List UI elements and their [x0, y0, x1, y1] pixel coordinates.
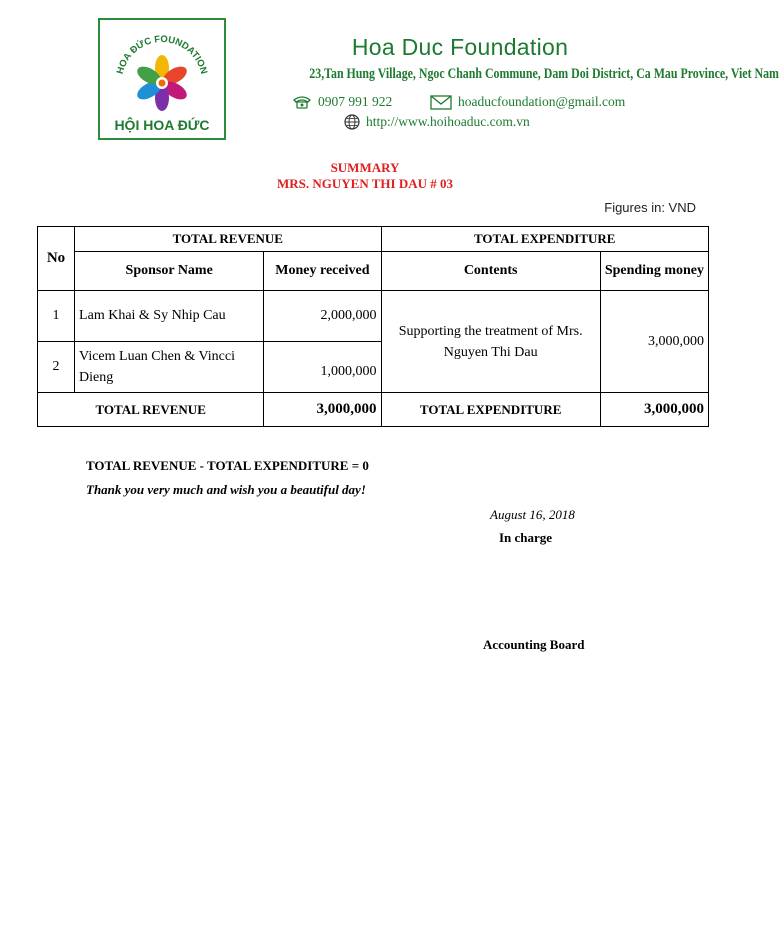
- phone-icon: [292, 95, 312, 109]
- envelope-icon: [430, 95, 452, 110]
- money-received: 2,000,000: [264, 291, 381, 342]
- header-contents: Contents: [381, 252, 600, 291]
- sponsor-name: Lam Khai & Sy Nhip Cau: [75, 291, 264, 342]
- header-total-revenue: TOTAL REVENUE: [75, 227, 381, 252]
- flower-icon: [134, 55, 189, 111]
- row-number: 1: [38, 291, 75, 342]
- accounting-board-label: Accounting Board: [483, 637, 585, 652]
- expenditure-contents: Supporting the treatment of Mrs. Nguyen Thi Dau: [381, 291, 600, 393]
- in-charge-label: In charge: [499, 530, 553, 545]
- total-revenue-label: TOTAL REVENUE: [38, 393, 264, 427]
- header-money-received: Money received: [264, 252, 381, 291]
- phone-contact: [292, 94, 392, 110]
- org-address: 23,Tan Hung Village, Ngoc Chanh Commune, Dam Doi District, Ca Mau Province, Viet Nam: [309, 66, 779, 82]
- header-total-expenditure: TOTAL EXPENDITURE: [381, 227, 709, 252]
- phone-number: 0907 991 922: [318, 94, 393, 109]
- totals-row: [38, 393, 709, 427]
- title-recipient: MRS. NGUYEN THI DAU # 03: [277, 176, 453, 191]
- letterhead: [0, 0, 779, 150]
- total-revenue-value: 3,000,000: [264, 393, 381, 427]
- org-name: Hoa Duc Foundation: [351, 34, 569, 60]
- logo-bottom-text: HỘI HOA ĐỨC: [114, 117, 210, 133]
- spending-money: 3,000,000: [600, 291, 708, 393]
- header-no: No: [38, 227, 75, 291]
- globe-icon: [344, 114, 360, 130]
- thank-you-note: Thank you very much and wish you a beautiful day!: [86, 482, 366, 497]
- website-link[interactable]: http://www.hoihoaduc.com.vn: [366, 114, 530, 129]
- document-title: [0, 160, 730, 192]
- table-row: [38, 291, 709, 342]
- foundation-logo: [98, 18, 226, 140]
- total-expenditure-label: TOTAL EXPENDITURE: [381, 393, 600, 427]
- money-received: 1,000,000: [264, 342, 381, 393]
- title-summary: SUMMARY: [330, 160, 400, 175]
- currency-note: Figures in: VND: [604, 200, 696, 215]
- sponsor-name: Vicem Luan Chen & Vincci Dieng: [75, 342, 264, 393]
- email-contact: [430, 94, 625, 110]
- document-date: August 16, 2018: [490, 507, 575, 522]
- summary-table: [37, 226, 709, 427]
- balance-line: TOTAL REVENUE - TOTAL EXPENDITURE = 0: [86, 458, 369, 473]
- logo-ring-text: HOA ĐỨC FOUNDATION: [114, 33, 210, 76]
- row-number: 2: [38, 342, 75, 393]
- header-spending-money: Spending money: [600, 252, 708, 291]
- website-contact: [344, 114, 530, 130]
- email-address: hoaducfoundation@gmail.com: [458, 94, 626, 109]
- header-sponsor-name: Sponsor Name: [75, 252, 264, 291]
- total-expenditure-value: 3,000,000: [600, 393, 708, 427]
